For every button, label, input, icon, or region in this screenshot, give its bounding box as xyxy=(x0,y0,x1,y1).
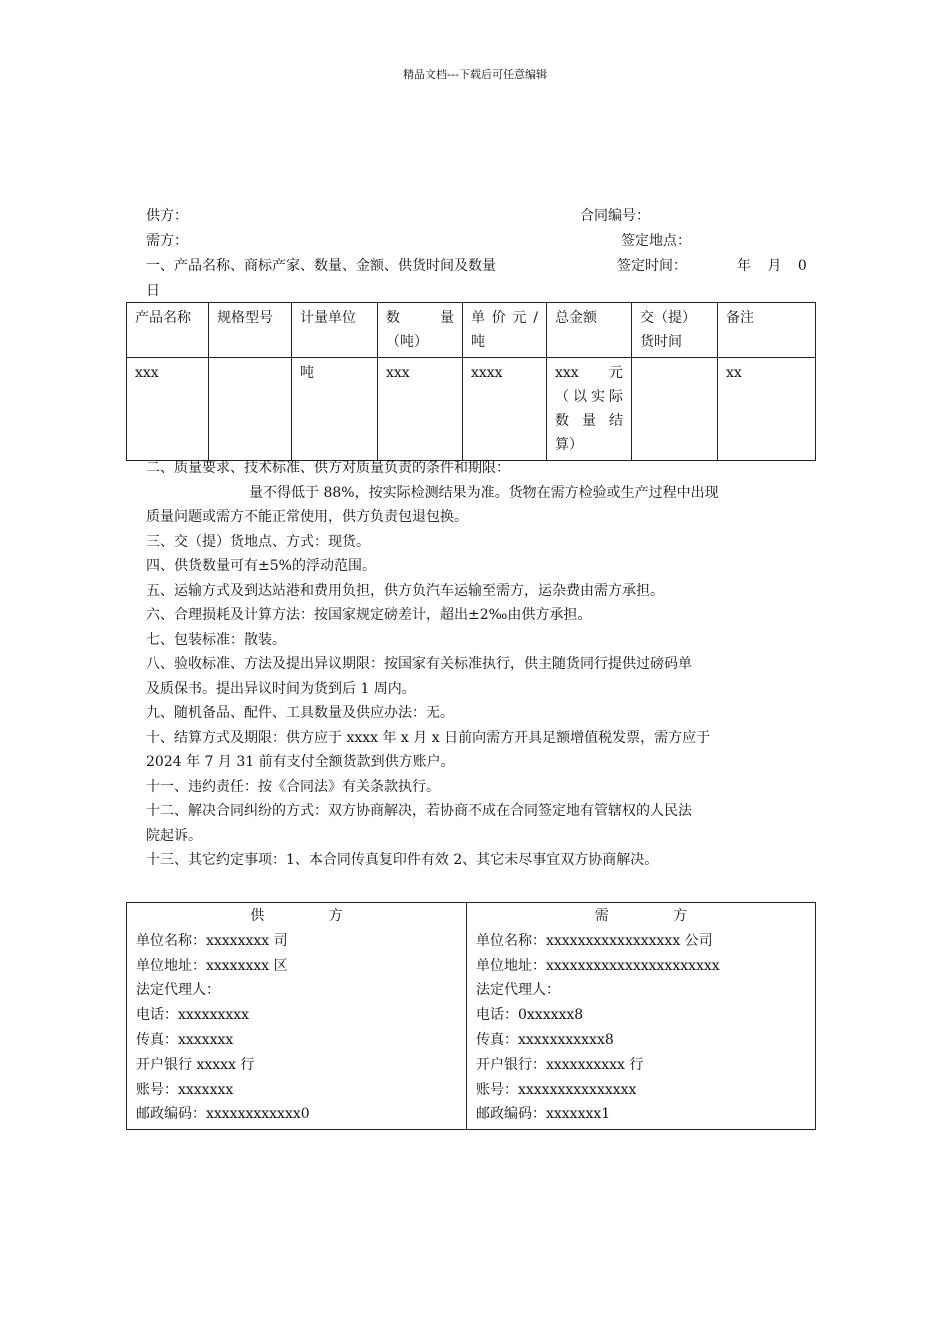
product-remark-cell: xx xyxy=(718,358,816,461)
supplier-title: 供 方 xyxy=(250,908,343,924)
buyer-account: 账号：xxxxxxxxxxxxxxx xyxy=(476,1081,637,1098)
sign-date-suffix: 日 xyxy=(146,283,160,299)
contract-clauses xyxy=(146,456,806,873)
clause-12-line2: 院起诉。 xyxy=(146,827,202,844)
product-delivery-cell xyxy=(632,358,718,461)
header-cell: 单价元/ 吨 xyxy=(463,303,547,358)
supplier-account: 账号：xxxxxxx xyxy=(136,1081,234,1098)
product-quantity-cell: xxx xyxy=(378,358,463,461)
sign-place-label: 签定地点： xyxy=(621,233,691,249)
clause-13: 十三、其它约定事项：1、本合同传真复印件有效 2、其它未尽事宜双方协商解决。 xyxy=(146,852,659,868)
supplier-label: 供方： xyxy=(146,208,188,224)
supplier-address: 单位地址：xxxxxxxx 区 xyxy=(136,957,288,974)
sign-date: 年 月 0 xyxy=(737,258,807,274)
buyer-title: 需 方 xyxy=(594,908,688,924)
section1-title: 一、产品名称、商标产家、数量、金额、供货时间及数量 xyxy=(146,258,496,274)
clause-7: 七、包装标准：散装。 xyxy=(146,631,286,648)
header-cell: 总金额 xyxy=(547,303,632,358)
clause-9: 九、随机备品、配件、工具数量及供应办法：无。 xyxy=(146,705,454,721)
buyer-postcode: 邮政编码：xxxxxxx1 xyxy=(476,1106,611,1123)
buyer-phone: 电话：0xxxxxx8 xyxy=(476,1007,584,1024)
supplier-postcode: 邮政编码：xxxxxxxxxxxx0 xyxy=(136,1106,310,1123)
clause-10-line1: 十、结算方式及期限：供方应于 xxxx 年 x 月 x 日前向需方开具足额增值税发票，需方应于 xyxy=(146,729,711,746)
page-header: 精品文档---下载后可任意编辑 xyxy=(403,68,547,81)
buyer-address: 单位地址：xxxxxxxxxxxxxxxxxxxxxx xyxy=(476,957,720,974)
clause-12-line1: 十二、解决合同纠纷的方式：双方协商解决，若协商不成在合同签定地有管辖权的人民法 xyxy=(146,803,692,819)
clause-2-line1: 量不得低于 88%，按实际检测结果为准。货物在需方检验或生产过程中出现 xyxy=(249,484,719,501)
clause-11: 十一、违约责任：按《合同法》有关条款执行。 xyxy=(146,778,440,795)
product-total-cell: xxx 元 （以实际 数量结 算） xyxy=(547,358,632,461)
clause-2-title: 二、质量要求、技术标准、供方对质量负责的条件和期限： xyxy=(146,460,510,476)
clause-4: 四、供货数量可有±5%的浮动范围。 xyxy=(146,558,376,574)
clause-10-line2: 2024 年 7 月 31 前有支付全额货款到供方账户。 xyxy=(146,754,455,770)
contract-no-label: 合同编号： xyxy=(580,208,650,224)
buyer-bank: 开户银行：xxxxxxxxxx 行 xyxy=(476,1056,644,1073)
supplier-name: 单位名称：xxxxxxxx 司 xyxy=(136,932,288,949)
supplier-phone: 电话：xxxxxxxxx xyxy=(136,1007,250,1024)
buyer-fax: 传真：xxxxxxxxxxx8 xyxy=(476,1031,614,1048)
clause-6: 六、合理损耗及计算方法：按国家规定磅差计，超出±2‰由供方承担。 xyxy=(146,607,592,623)
buyer-label: 需方： xyxy=(146,233,188,249)
product-table xyxy=(126,302,816,461)
header-cell: 规格型号 xyxy=(209,303,292,358)
clause-8-line2: 及质保书。提出异议时间为货到后 1 周内。 xyxy=(146,680,416,697)
supplier-bank: 开户银行 xxxxx 行 xyxy=(136,1056,255,1073)
product-unit-cell: 吨 xyxy=(292,358,378,461)
product-name-cell: xxx xyxy=(127,358,209,461)
table-row xyxy=(127,358,816,461)
supplier-rep: 法定代理人： xyxy=(136,982,220,999)
header-cell: 数 量 （吨） xyxy=(378,303,463,358)
product-price-cell: xxxx xyxy=(463,358,547,461)
product-table-header xyxy=(127,303,816,358)
parties-table xyxy=(126,902,816,1130)
parties-row xyxy=(127,903,816,1130)
clause-5: 五、运输方式及到达站港和费用负担，供方负汽车运输至需方，运杂费由需方承担。 xyxy=(146,582,664,599)
buyer-name: 单位名称：xxxxxxxxxxxxxxxxx 公司 xyxy=(476,932,713,949)
buyer-block xyxy=(467,903,816,1130)
product-spec-cell xyxy=(209,358,292,461)
clause-3: 三、交（提）货地点、方式：现货。 xyxy=(146,533,370,550)
buyer-rep: 法定代理人： xyxy=(476,982,560,999)
clause-2-line2: 质量问题或需方不能正常使用，供方负责包退包换。 xyxy=(146,509,468,525)
sign-time-label: 签定时间： xyxy=(617,258,687,274)
supplier-fax: 传真：xxxxxxx xyxy=(136,1031,234,1048)
header-cell: 交（提） 货时间 xyxy=(632,303,718,358)
supplier-block xyxy=(127,903,467,1130)
header-cell: 备注 xyxy=(718,303,816,358)
header-cell: 计量单位 xyxy=(292,303,378,358)
header-cell: 产品名称 xyxy=(127,303,209,358)
clause-8-line1: 八、验收标准、方法及提出异议期限：按国家有关标准执行，供主随货同行提供过磅码单 xyxy=(146,656,692,672)
